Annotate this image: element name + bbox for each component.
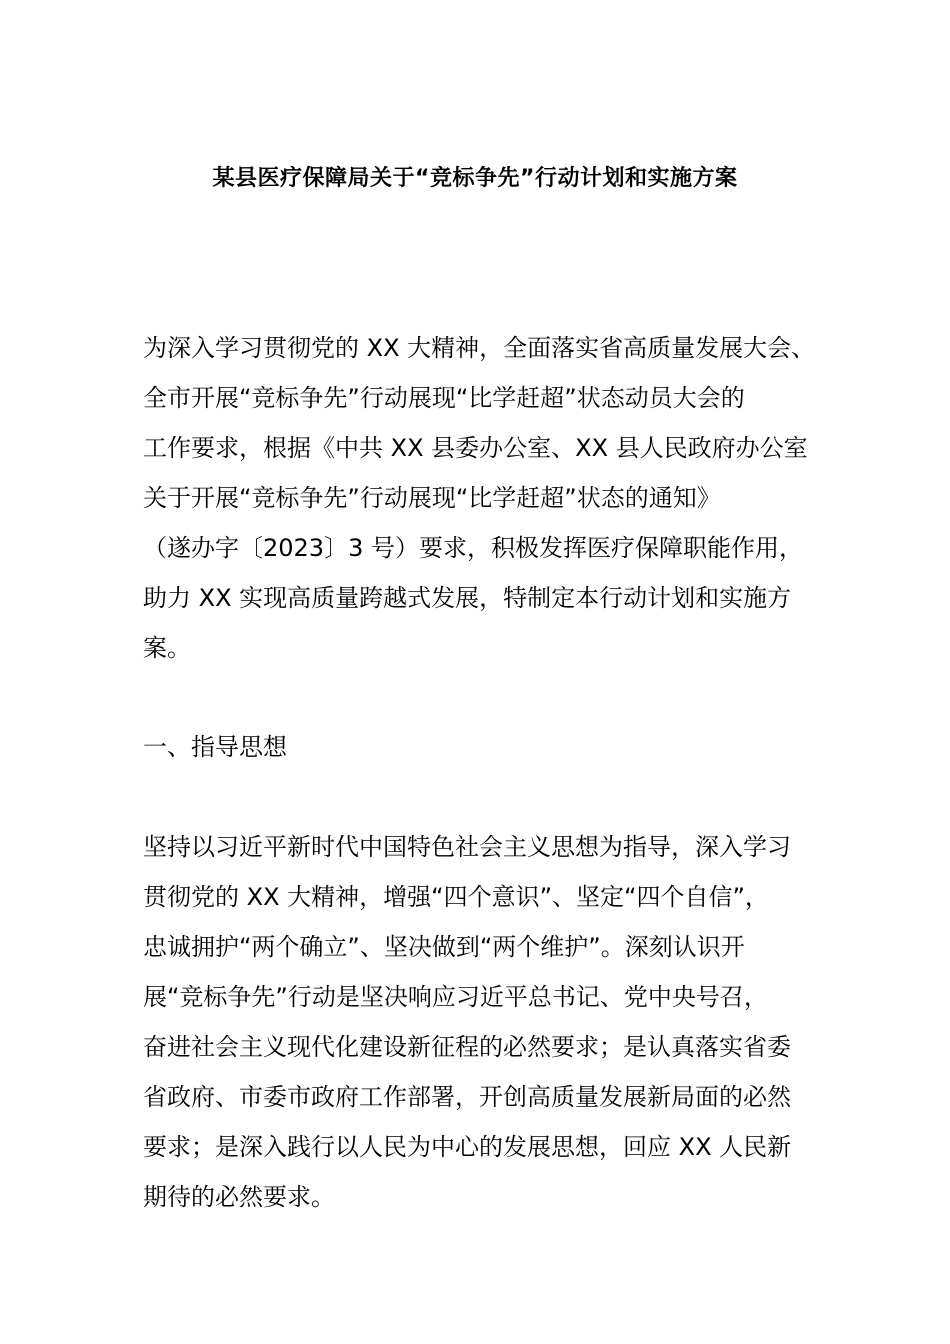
section-1-line-8: 期待的必然要求。 — [143, 1183, 335, 1211]
section-1-line-1: 坚持以习近平新时代中国特色社会主义思想为指导，深入学习 — [143, 833, 791, 861]
section-1-line-7: 要求；是深入践行以人民为中心的发展思想，回应 XX 人民新 — [143, 1133, 792, 1161]
section-1-line-4: 展“竞标争先”行动是坚决响应习近平总书记、党中央号召， — [143, 983, 768, 1011]
intro-line-1: 为深入学习贯彻党的 XX 大精神，全面落实省高质量发展大会、 — [143, 334, 816, 362]
section-1-paragraph — [143, 822, 823, 1222]
intro-line-7: 案。 — [143, 634, 191, 662]
document-title: 某县医疗保障局关于“竞标争先”行动计划和实施方案 — [212, 166, 738, 191]
section-1-line-6: 省政府、市委市政府工作部署，开创高质量发展新局面的必然 — [143, 1083, 791, 1111]
intro-line-4: 关于开展“竞标争先”行动展现“比学赶超”状态的通知》 — [143, 484, 721, 512]
section-1-line-2: 贯彻党的 XX 大精神，增强“四个意识”、坚定“四个自信”， — [143, 883, 769, 911]
intro-line-3: 工作要求，根据《中共 XX 县委办公室、XX 县人民政府办公室 — [143, 434, 808, 462]
section-1-line-5: 奋进社会主义现代化建设新征程的必然要求；是认真落实省委 — [143, 1033, 791, 1061]
intro-line-5: （遂办字〔2023〕3 号）要求，积极发挥医疗保障职能作用， — [143, 534, 803, 562]
intro-paragraph — [143, 323, 823, 673]
intro-line-6: 助力 XX 实现高质量跨越式发展，特制定本行动计划和实施方 — [143, 584, 792, 612]
section-heading-text: 一、指导思想 — [143, 733, 287, 761]
section-1-line-3: 忠诚拥护“两个确立”、坚决做到“两个维护”。深刻认识开 — [143, 933, 745, 961]
section-heading-guiding-ideology — [143, 722, 823, 772]
intro-line-2: 全市开展“竞标争先”行动展现“比学赶超”状态动员大会的 — [143, 384, 745, 412]
